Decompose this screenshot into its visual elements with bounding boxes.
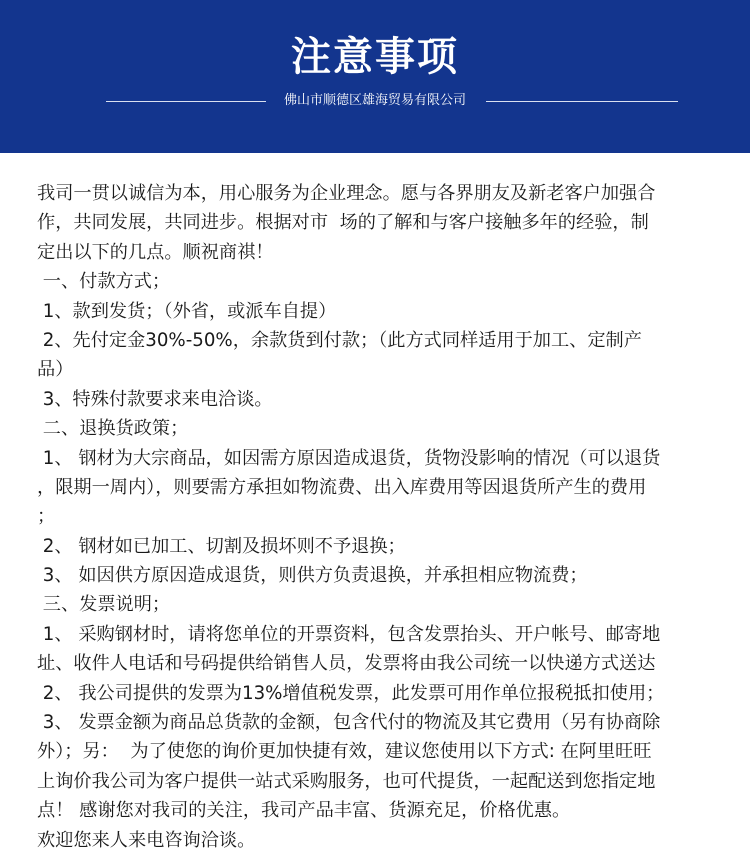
list-item: 2、 我公司提供的发票为13%增值税发票，此发票可用作单位报税抵扣使用； <box>37 682 665 704</box>
text-line: 作，共同发展，共同进步。根据对市 场的了解和与客户接触多年的经验，制 <box>37 212 649 234</box>
list-item: 1、款到发货；（外省，或派车自提） <box>37 300 337 322</box>
list-item: 3、特殊付款要求来电洽谈。 <box>37 388 273 410</box>
notice-body <box>37 179 727 849</box>
subtitle-divider-right <box>486 101 678 102</box>
list-item: 3、 发票金额为商品总货款的金额，包含代付的物流及其它费用（另有协商除 <box>37 712 661 734</box>
header-banner <box>0 0 750 153</box>
list-item: 1、 采购钢材时，请将您单位的开票资料，包含发票抬头、开户帐号、邮寄地 <box>37 623 661 645</box>
list-item: 1、 钢材为大宗商品，如因需方原因造成退货，货物没影响的情况（可以退货 <box>37 447 661 469</box>
text-line: 址、收件人电话和号码提供给销售人员，发票将由我公司统一以快递方式送达 <box>37 653 656 675</box>
text-line: 点！ 感谢您对我司的关注，我司产品丰富、货源充足，价格优惠。 <box>37 800 571 822</box>
text-line: ； <box>37 506 56 528</box>
company-name: 佛山市顺德区雄海贸易有限公司 <box>283 93 466 108</box>
page-title: 注意事项 <box>291 34 459 80</box>
section-heading: 二、退换货政策； <box>37 418 189 440</box>
text-line: ，限期一周内），则要需方承担如物流费、出入库费用等因退货所产生的费用 <box>37 476 647 498</box>
text-line: 欢迎您来人来电咨询洽谈。 <box>37 829 256 849</box>
text-line: 定出以下的几点。顺祝商祺！ <box>37 241 274 263</box>
section-heading: 三、发票说明； <box>37 594 171 616</box>
text-line: 我司一贯以诚信为本，用心服务为企业理念。愿与各界朋友及新老客户加强合 <box>37 183 656 204</box>
text-line: 外）；另： 为了使您的询价更加快捷有效，建议您使用以下方式: 在阿里旺旺 <box>37 741 652 763</box>
list-item: 3、 如因供方原因造成退货，则供方负责退换，并承担相应物流费； <box>37 565 588 587</box>
list-item: 2、先付定金30%-50%，余款货到付款；（此方式同样适用于加工、定制产 <box>37 329 642 351</box>
list-item: 2、 钢材如已加工、切割及损坏则不予退换； <box>37 535 406 557</box>
text-line: 品） <box>37 359 74 381</box>
text-line: 上询价我公司为客户提供一站式采购服务，也可代提货，一起配送到您指定地 <box>37 770 656 792</box>
section-heading: 一、付款方式； <box>37 271 171 293</box>
